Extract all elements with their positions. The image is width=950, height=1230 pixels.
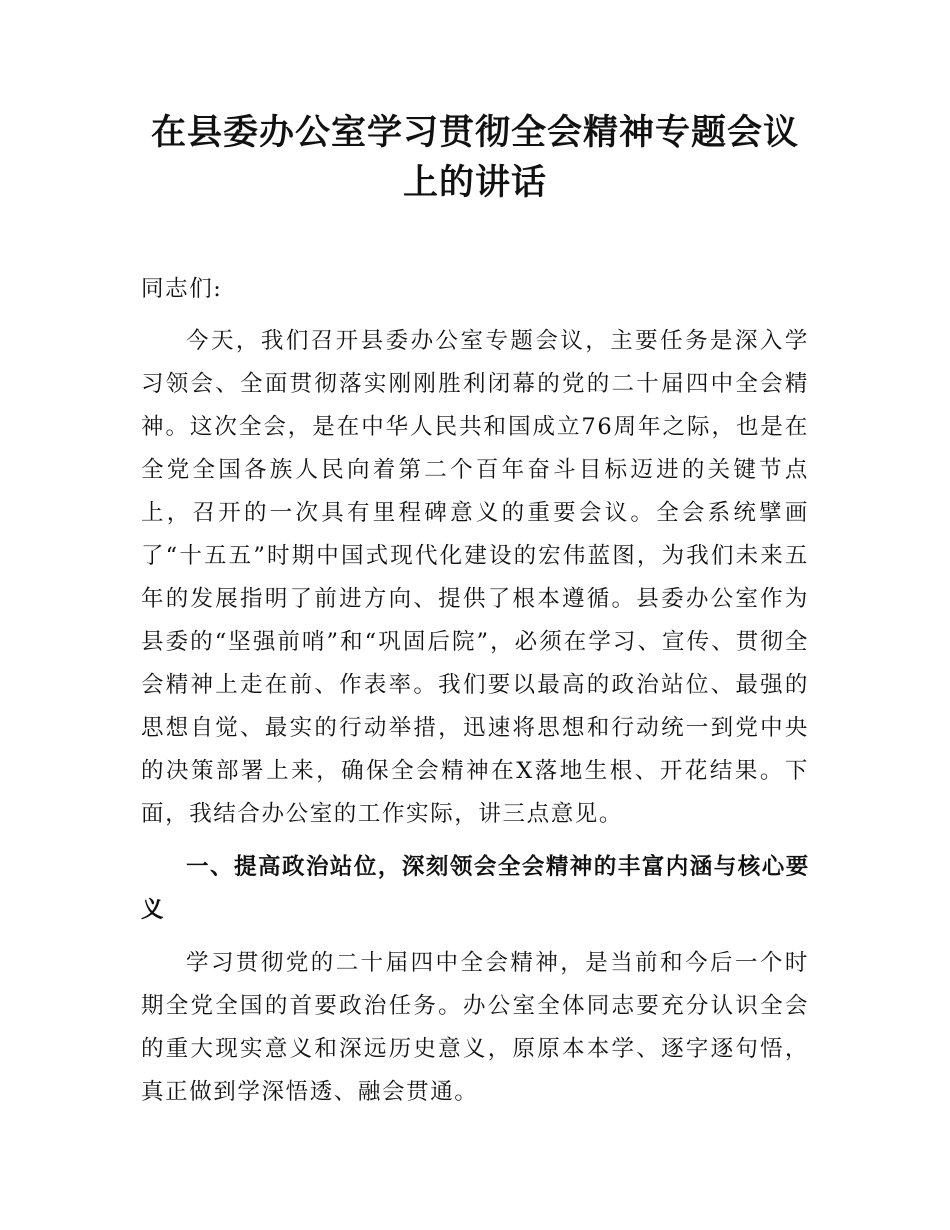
document-body (141, 268, 809, 1124)
section-1-paragraph: 学习贯彻党的二十届四中全会精神，是当前和今后一个时期全党全国的首要政治任务。办公室全体同志要充分认识全会的重大现实意义和深远历史意义，原原本本学、逐字逐句悟，真正做到学深悟透、融会贯通。 (141, 950, 809, 1105)
document-title: 在县委办公室学习贯彻全会精神专题会议上的讲话 (150, 112, 799, 203)
section-heading-1: 一、提高政治站位，深刻领会全会精神的丰富内涵与核心要义 (141, 854, 809, 923)
intro-paragraph: 今天，我们召开县委办公室专题会议，主要任务是深入学习领会、全面贯彻落实刚刚胜利闭幕的党的二十届四中全会精神。这次全会，是在中华人民共和国成立76周年之际，也是在全党全国各族人民向着第二个百年奋斗目标迈进的关键节点上，召开的一次具有里程碑意义的重要会议。全会系统擘画了“十五五”时期中国式现代化建设的宏伟蓝图，为我们未来五年的发展指明了前进方向、提供了根本遵循。县委办公室作为县委的“坚强前哨”和“巩固后院”，必须在学习、宣传、贯彻全会精神上走在前、作表率。我们要以最高的政治站位、最强的思想自觉、最实的行动举措，迅速将思想和行动统一到党中央的决策部署上来，确保全会精神在X落地生根、开花结果。下面，我结合办公室的工作实际，讲三点意见。 (141, 328, 809, 827)
salutation: 同志们: (141, 276, 223, 302)
